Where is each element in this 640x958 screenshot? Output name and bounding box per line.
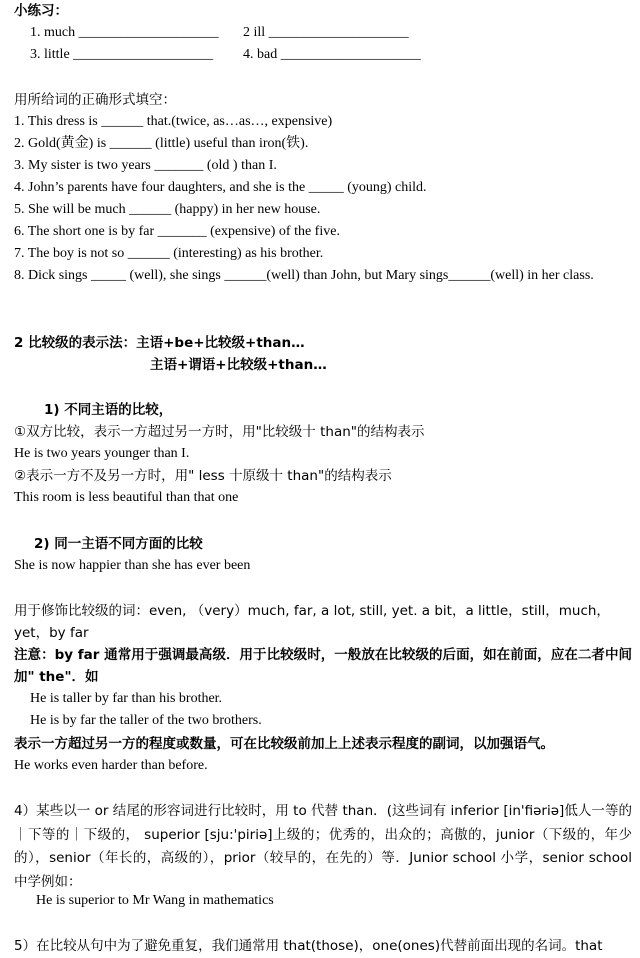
note-text: 注意：by far 通常用于强调最高级．用于比较级时，一般放在比较级的后面，如在前面，应在二者中间加" the"．如 bbox=[14, 647, 632, 685]
sub1-example1: He is two years younger than I. bbox=[14, 446, 190, 461]
sub2-title: 2) 同一主语不同方面的比较 bbox=[34, 536, 203, 552]
fill-title: 用所给词的正确形式填空： bbox=[14, 92, 176, 108]
fill-item-1: 1. This dress is ______ that.(twice, as…as…, expensive) bbox=[14, 114, 333, 129]
fill-item-5: 5. She will be much ______ (happy) in her new house. bbox=[14, 202, 321, 217]
fill-item-8: 8. Dick sings _____ (well), she sings ______(well) than John, but Mary sings______(well) in her class. bbox=[14, 268, 594, 283]
section2-heading-line2: 主语+谓语+比较级+than… bbox=[150, 357, 327, 373]
fill-item-6: 6. The short one is by far _______ (expensive) of the five. bbox=[14, 224, 340, 239]
sub1-line2: ②表示一方不及另一方时，用" less 十原级十 than"的结构表示 bbox=[14, 468, 392, 484]
note-example-2: He is by far the taller of the two brothers. bbox=[30, 713, 262, 728]
exercise-title: 小练习： bbox=[14, 3, 68, 19]
point4-example: He is superior to Mr Wang in mathematics bbox=[36, 893, 274, 908]
degree-example: He works even harder than before. bbox=[14, 758, 208, 773]
exercise-item-1: 1. much ____________________ bbox=[30, 25, 219, 40]
exercise-item-3: 3. little ____________________ bbox=[30, 47, 214, 62]
sub1-line1: ①双方比较，表示一方超过另一方时，用"比较级十 than"的结构表示 bbox=[14, 424, 425, 440]
section2-heading: 2 比较级的表示法：主语+be+比较级+than… bbox=[14, 335, 305, 351]
fill-item-7: 7. The boy is not so ______ (interesting) as his brother. bbox=[14, 246, 324, 261]
exercise-item-4: 4. bad ____________________ bbox=[243, 47, 421, 62]
fill-item-4: 4. John’s parents have four daughters, and she is the _____ (young) child. bbox=[14, 180, 427, 195]
sub1-title: 1) 不同主语的比较， bbox=[44, 402, 173, 418]
note-example-1: He is taller by far than his brother. bbox=[30, 691, 223, 706]
degree-text: 表示一方超过另一方的程度或数量，可在比较级前加上上述表示程度的副词，以加强语气。 bbox=[14, 736, 554, 752]
point5-text: 5）在比较从句中为了避免重复，我们通常用 that(those)，one(ones)代替前面出现的名词。that bbox=[14, 938, 603, 954]
sub1-example2: This room is less beautiful than that one bbox=[14, 490, 239, 505]
sub2-example: She is now happier than she has ever been bbox=[14, 558, 251, 573]
fill-item-2: 2. Gold(黄金) is ______ (little) useful than iron(铁). bbox=[14, 136, 309, 151]
point4-text: 4）某些以一 or 结尾的形容词进行比较时，用 to 代替 than．(这些词有 inferior [in'fiəriə]低人一等的｜下等的｜下级的， superior [sju:'piriə]上级的；优秀的，出众的；高傲的，junior（下级的，年少的），senior（年长的，高级的），prior（较早的，在先的）等．Junior school 小学，senior school 中学例如： bbox=[14, 803, 632, 890]
modifiers-text: 用于修饰比较级的词：even, （very）much, far, a lot, still, yet. a bit，a little，still，much，yet，by far bbox=[14, 603, 610, 641]
fill-item-3: 3. My sister is two years _______ (old ) than I. bbox=[14, 158, 277, 173]
exercise-item-2: 2 ill ____________________ bbox=[243, 25, 409, 40]
